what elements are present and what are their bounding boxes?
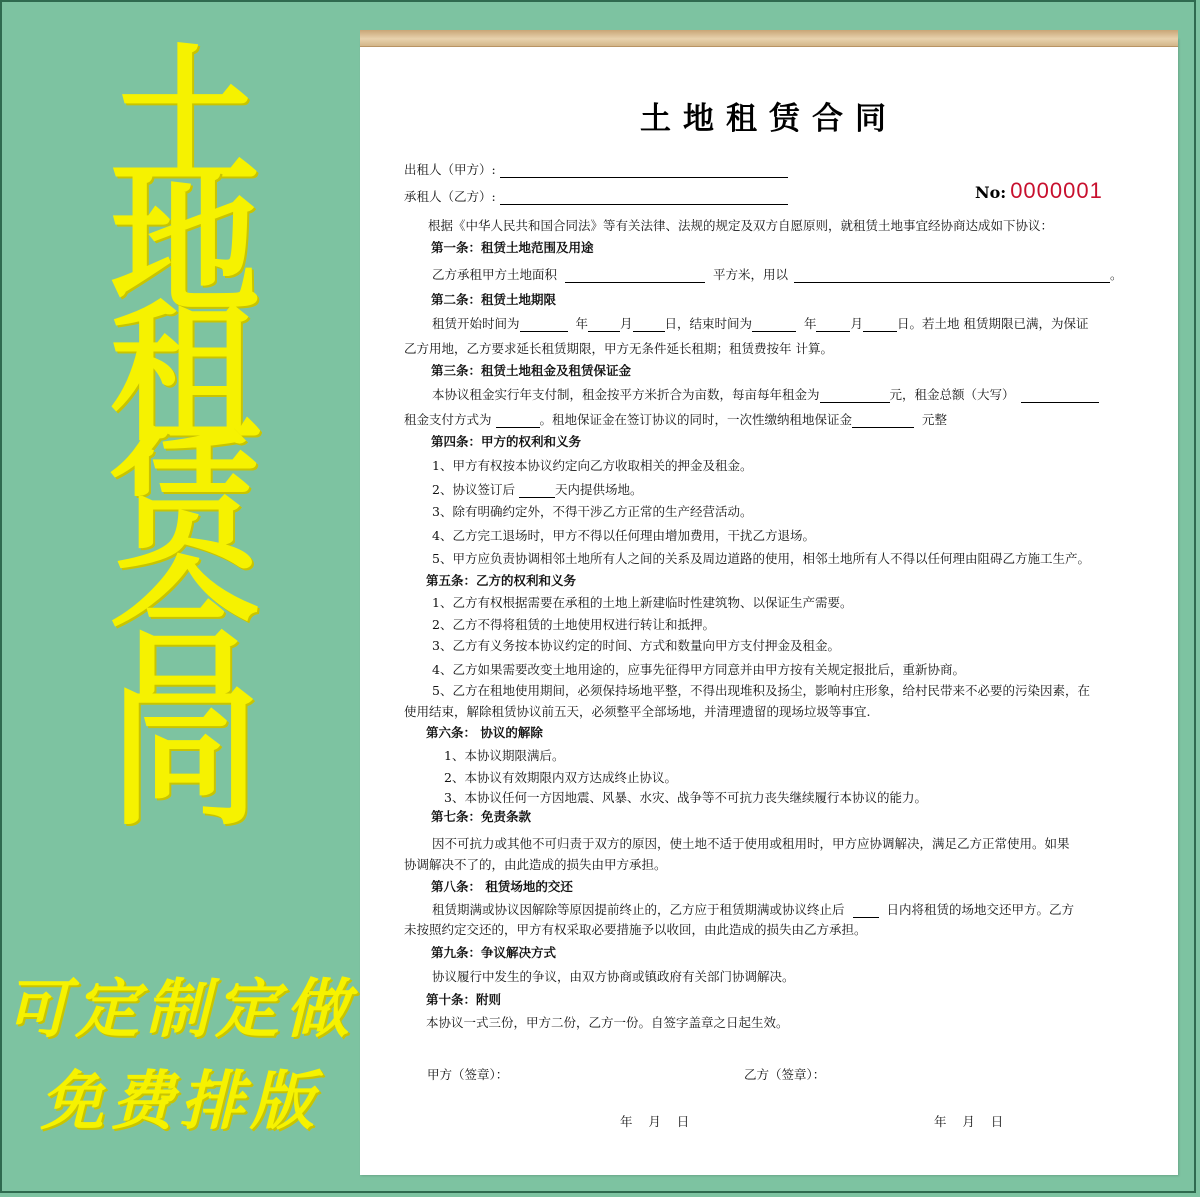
lessee-label: 承租人（乙方）:: [404, 189, 496, 204]
text: 平方米，用以: [713, 267, 789, 282]
promo-char: 土: [109, 32, 260, 206]
lessor-blank: [500, 164, 788, 178]
promo-char: 地: [109, 160, 260, 334]
promo-char: 赁: [109, 416, 260, 590]
article-8-line-1: [432, 902, 1074, 918]
article-7-heading: 第七条：免责条款: [431, 809, 532, 824]
article-10-heading: 第十条：附则: [426, 992, 502, 1007]
text: 元，租金总额（大写）: [889, 387, 1015, 402]
end-day-blank: [863, 318, 897, 332]
article-7-line-2: 协调解决不了的，由此造成的损失由甲方承担。: [404, 857, 667, 872]
article-5-item-1: 1、乙方有权根据需要在承租的土地上新建临时性建筑物、以保证生产需要。: [432, 595, 853, 610]
text: 日，结束时间为: [664, 316, 753, 331]
article-5-item-2: 2、乙方不得将租赁的土地使用权进行转让和抵押。: [432, 617, 715, 632]
promo-char: 合: [109, 544, 260, 718]
article-5-item-4: 4、乙方如果需要改变土地用途的，应事先征得甲方同意并由甲方按有关规定报批后，重新协商。: [432, 662, 965, 677]
party-a-date: 年 月 日: [620, 1114, 690, 1129]
article-5-item-5a: 5、乙方在租地使用期间，必须保持场地平整，不得出现堆积及扬尘，影响村庄形象，给村民带来不必要的污染因素，在: [432, 683, 1090, 698]
promo-char: 租: [109, 288, 260, 462]
article-5-item-3: 3、乙方有义务按本协议约定的时间、方式和数量向甲方支付押金及租金。: [432, 638, 840, 653]
end-year-blank: [752, 318, 796, 332]
contract-title: 土地租赁合同: [640, 101, 898, 137]
article-6-item-3: 3、本协议任何一方因地震、风暴、水灾、战争等不可抗力丧失继续履行本协议的能力。: [444, 790, 927, 805]
article-8-line-2: 未按照约定交还的，甲方有权采取必要措施予以收回，由此造成的损失由乙方承担。: [404, 922, 867, 937]
article-6-heading: 第六条： 协议的解除: [426, 725, 543, 740]
article-9-heading: 第九条：争议解决方式: [431, 945, 557, 960]
start-year-blank: [520, 318, 568, 332]
text: 租金支付方式为: [404, 412, 492, 427]
serial-label: No:: [975, 183, 1007, 202]
article-1-heading: 第一条：租赁土地范围及用途: [431, 240, 594, 255]
rent-total-blank: [1021, 389, 1099, 403]
start-month-blank: [588, 318, 620, 332]
promo-char: 同: [109, 672, 260, 846]
promo-custom-text: 可定制定做: [5, 973, 355, 1047]
rent-per-mu-blank: [820, 389, 890, 403]
promo-free-layout-text: 免费排版: [40, 1065, 320, 1139]
serial-number-block: [975, 178, 1103, 204]
usage-blank: [794, 269, 1110, 283]
text: 本协议租金实行年支付制，租金按平方米折合为亩数，每亩每年租金为: [432, 387, 820, 402]
article-10-line: 本协议一式三份，甲方二份，乙方一份。自签字盖章之日起生效。: [426, 1015, 789, 1030]
start-day-blank: [633, 318, 665, 332]
deposit-blank: [852, 414, 914, 428]
article-6-item-2: 2、本协议有效期限内双方达成终止协议。: [444, 770, 677, 785]
article-4-item-4: 4、乙方完工退场时，甲方不得以任何理由增加费用，干扰乙方退场。: [432, 528, 815, 543]
article-4-item-1: 1、甲方有权按本协议约定向乙方收取相关的押金及租金。: [432, 458, 753, 473]
area-blank: [565, 269, 705, 283]
article-2-heading: 第二条：租赁土地期限: [431, 292, 557, 307]
article-2-line-1: [432, 316, 1088, 332]
intro-text: 根据《中华人民共和国合同法》等有关法律、法规的规定及双方自愿原则，就租赁土地事宜经协商达成如下协议：: [428, 218, 1054, 233]
article-5-heading: 第五条：乙方的权利和义务: [426, 573, 577, 588]
text: 租赁开始时间为: [432, 316, 520, 331]
serial-number: 0000001: [1010, 178, 1103, 203]
party-a-signature-label: 甲方（签章）：: [427, 1067, 509, 1082]
article-3-line-1: [432, 387, 1099, 403]
party-b-signature-label: 乙方（签章）：: [744, 1067, 826, 1082]
end-month-blank: [816, 318, 850, 332]
text: 日内将租赁的场地交还甲方。乙方: [886, 902, 1075, 917]
text: 乙方承租甲方土地面积: [432, 267, 558, 282]
article-2-line-2: 乙方用地，乙方要求延长租赁期限，甲方无条件延长租期；租赁费按年 计算。: [404, 341, 833, 356]
party-b-date: 年 月 日: [934, 1114, 1004, 1129]
text: 日。若土地 租赁期限已满，为保证: [897, 316, 1089, 331]
text: 年: [803, 316, 817, 331]
article-7-line-1: 因不可抗力或其他不可归责于双方的原因，使土地不适于使用或租用时，甲方应协调解决，满足乙方正常使用。如果: [432, 836, 1070, 851]
article-8-heading: 第八条： 租赁场地的交还: [431, 879, 573, 894]
text: 元整: [921, 412, 947, 427]
text: 月: [619, 316, 633, 331]
article-3-heading: 第三条：租赁土地租金及租赁保证金: [431, 363, 632, 378]
article-6-item-1: 1、本协议期限满后。: [444, 748, 565, 763]
lessor-line: [404, 162, 788, 178]
article-1-line: [432, 267, 1123, 283]
days-blank: [519, 484, 555, 498]
text: 月: [850, 316, 863, 331]
lessee-blank: [500, 191, 788, 205]
text: 租赁期满或协议因解除等原因提前终止的，乙方应于租赁期满或协议终止后: [432, 902, 845, 917]
article-4-item-5: 5、甲方应负责协调相邻土地所有人之间的关系及周边道路的使用，相邻土地所有人不得以任何理由阻碍乙方施工生产。: [432, 551, 1090, 566]
return-days-blank: [853, 904, 879, 918]
text: 年: [575, 316, 588, 331]
text: 天内提供场地。: [554, 482, 643, 497]
text: 2、协议签订后: [432, 482, 515, 497]
article-4-heading: 第四条：甲方的权利和义务: [431, 434, 582, 449]
text: 。租地保证金在签订协议的同时，一次性缴纳租地保证金: [539, 412, 853, 427]
lessee-line: [404, 189, 788, 205]
article-5-item-5b: 使用结束，解除租赁协议前五天，必须整平全部场地，并清理遗留的现场垃圾等事宜.: [404, 704, 871, 719]
text: 。: [1110, 267, 1123, 282]
article-3-line-2: [404, 412, 947, 428]
article-4-item-3: 3、除有明确约定外，不得干涉乙方正常的生产经营活动。: [432, 504, 753, 519]
payment-method-blank: [496, 414, 540, 428]
article-9-line: 协议履行中发生的争议，由双方协商或镇政府有关部门协调解决。: [432, 969, 795, 984]
lessor-label: 出租人（甲方）:: [404, 162, 496, 177]
article-4-item-2: [432, 482, 642, 498]
